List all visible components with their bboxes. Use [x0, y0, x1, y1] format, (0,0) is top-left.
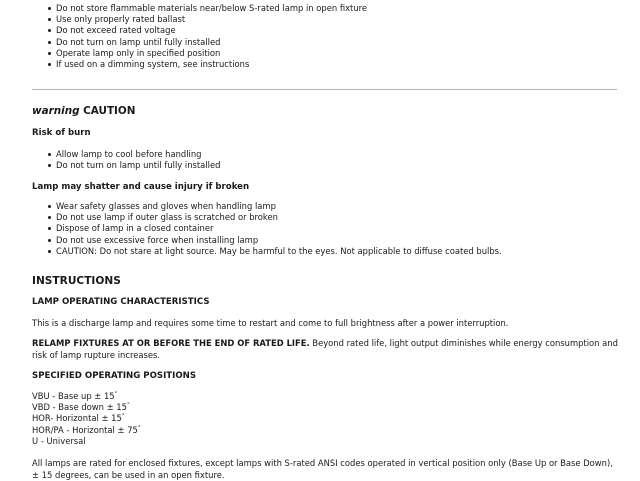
list-item: Do not use excessive force when installing lamp: [56, 235, 502, 246]
shatter-heading: Lamp may shatter and cause injury if broken: [32, 182, 250, 192]
burn-heading: Risk of burn: [32, 128, 91, 138]
relamp-body-text: Beyond rated life, light output diminishes while energy consumption and risk of lamp rupture increases.: [32, 338, 618, 360]
relamp-paragraph: [32, 338, 622, 361]
list-item: Allow lamp to cool before handling: [56, 149, 220, 160]
list-item: Do not exceed rated voltage: [56, 25, 367, 36]
position-item: VBD - Base down ± 15°: [32, 402, 130, 413]
list-item: Wear safety glasses and gloves when handling lamp: [56, 201, 502, 212]
list-item: Do not store flammable materials near/below S-rated lamp in open fixture: [56, 3, 368, 13]
list-item: Dispose of lamp in a closed container: [56, 223, 502, 234]
burn-list: [56, 149, 220, 171]
position-item: HOR- Horizontal ± 15°: [32, 413, 125, 424]
shatter-list: [56, 201, 502, 257]
list-item: Operate lamp only in specified position: [56, 48, 367, 59]
instructions-heading: INSTRUCTIONS: [32, 275, 121, 287]
positions-list: [32, 391, 141, 447]
list-item: If used on a dimming system, see instructions: [56, 59, 367, 70]
caution-heading: [32, 105, 135, 117]
section-divider: [32, 89, 617, 90]
position-item: VBU - Base up ± 15°: [32, 391, 118, 401]
list-item: CAUTION: Do not stare at light source. May be harmful to the eyes. Not applicable to diffuse coated bulbs.: [56, 245, 502, 256]
caution-title: CAUTION: [83, 105, 136, 117]
list-item: Do not turn on lamp until fully installed: [56, 160, 221, 171]
top-bullet-list: [56, 3, 367, 70]
list-item: Do not use lamp if outer glass is scratched or broken: [56, 212, 502, 223]
position-item: HOR/PA - Horizontal ± 75°: [32, 424, 141, 435]
relamp-bold-text: RELAMP FIXTURES AT OR BEFORE THE END OF RATED LIFE.: [32, 338, 310, 348]
lamp-operating-heading: LAMP OPERATING CHARACTERISTICS: [32, 297, 210, 307]
enclosed-paragraph: All lamps are rated for enclosed fixtures, except lamps with S-rated ANSI codes operated in vertical position only (Base Up or Base Down), ± 15 degrees, can be used in an open fixture.: [32, 458, 613, 480]
discharge-paragraph: This is a discharge lamp and requires some time to restart and come to full brightness after a power interruption.: [32, 318, 509, 328]
list-item: Use only properly rated ballast: [56, 14, 367, 25]
list-item: Do not turn on lamp until fully installed: [56, 37, 367, 48]
positions-heading: SPECIFIED OPERATING POSITIONS: [32, 371, 197, 381]
position-item: U - Universal: [32, 435, 86, 446]
warning-icon-label: warning: [32, 105, 80, 117]
